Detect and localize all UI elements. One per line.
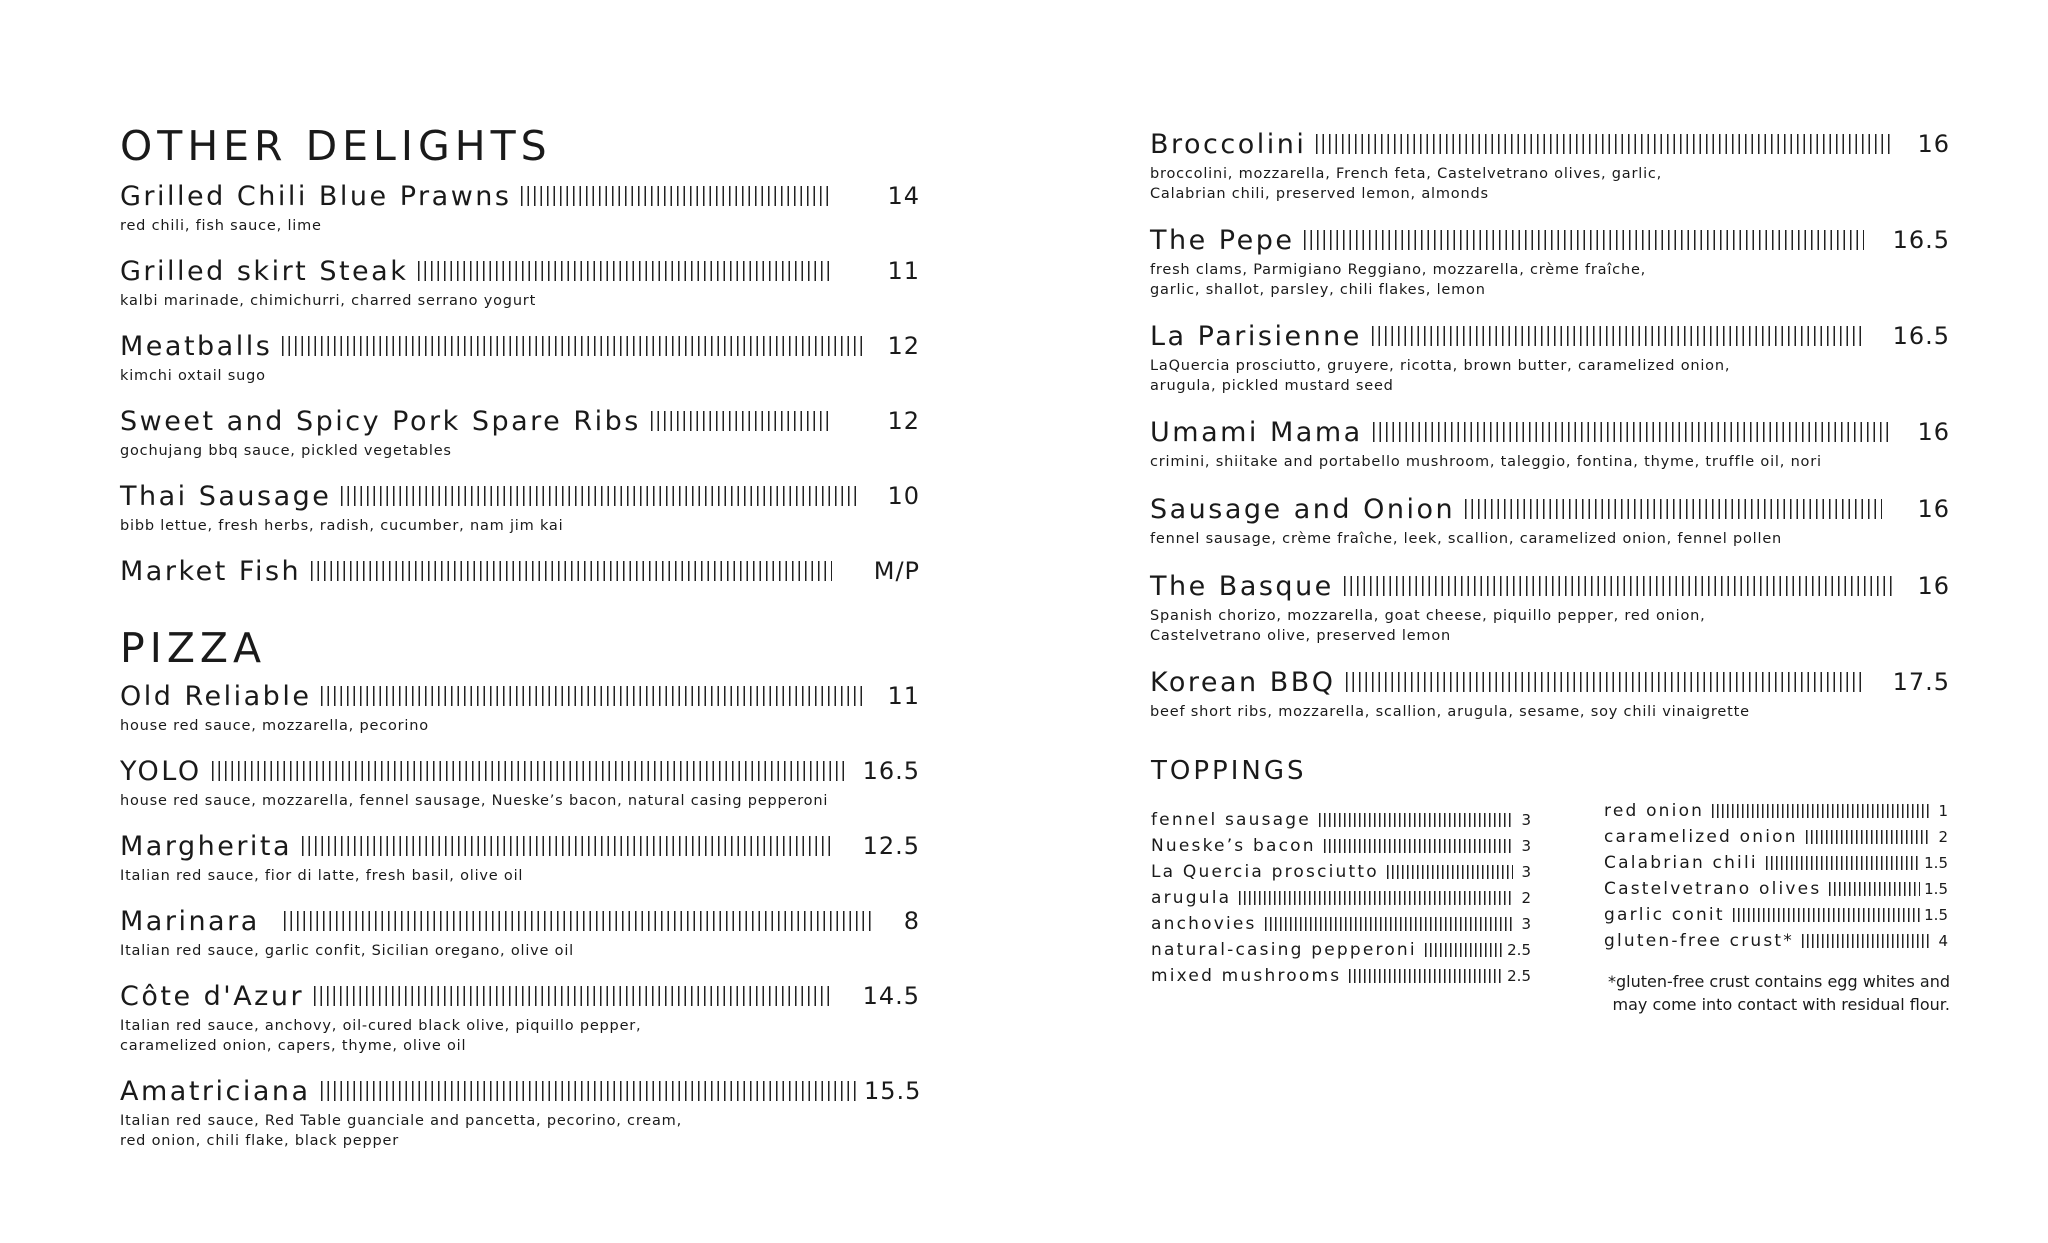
topping-name: mixed mushrooms: [1151, 966, 1342, 986]
topping-price: 3: [1521, 811, 1531, 829]
leader-dots: [1425, 943, 1503, 957]
item-name: La Parisienne: [1150, 320, 1362, 352]
leader-dots: [284, 911, 872, 931]
item-name: Thai Sausage: [120, 480, 332, 512]
menu-item-grilled-skirt-steak: [120, 252, 920, 311]
leader-dots: [311, 561, 832, 581]
leader-dots: [1346, 672, 1864, 692]
menu-item-yolo: [120, 752, 920, 811]
item-name: Umami Mama: [1150, 416, 1363, 448]
item-name: Grilled Chili Blue Prawns: [120, 180, 512, 212]
topping-calabrian-chili: [1604, 851, 1948, 875]
topping-castelvetrano-olives: [1604, 877, 1948, 901]
leader-dots: [1349, 969, 1503, 983]
item-price: 16.5: [1892, 322, 1950, 350]
leader-dots: [341, 486, 856, 506]
topping-arugula: [1151, 886, 1531, 910]
topping-gluten-free-crust: [1604, 929, 1948, 953]
topping-mixed-mushrooms: [1151, 964, 1531, 988]
leader-dots: [321, 1081, 858, 1101]
topping-name: fennel sausage: [1151, 810, 1311, 830]
item-description: red chili, fish sauce, lime: [120, 218, 322, 234]
item-price: 8: [903, 907, 920, 935]
leader-dots: [1465, 499, 1882, 519]
item-description: Italian red sauce, anchovy, oil-cured black olive, piquillo pepper, caramelized onion, capers, thyme, olive oil: [120, 1018, 642, 1054]
topping-price: 4: [1938, 932, 1948, 950]
topping-name: anchovies: [1151, 914, 1257, 934]
menu-item-margherita: [120, 827, 920, 886]
gluten-free-footnote: *gluten-free crust contains egg whites and may come into contact with residual flour.: [1608, 972, 1950, 1014]
item-name: Old Reliable: [120, 680, 312, 712]
item-description: fresh clams, Parmigiano Reggiano, mozzarella, crème fraîche, garlic, shallot, parsley, chili flakes, lemon: [1150, 262, 1647, 298]
topping-name: arugula: [1151, 888, 1232, 908]
leader-dots: [1239, 891, 1513, 905]
topping-price: 2.5: [1507, 967, 1531, 985]
item-price: 12.5: [862, 832, 920, 860]
leader-dots: [314, 986, 832, 1006]
topping-price: 1: [1938, 802, 1948, 820]
item-price: 11: [887, 257, 920, 285]
topping-name: Nueske’s bacon: [1151, 836, 1316, 856]
item-description: Italian red sauce, garlic confit, Sicilian oregano, olive oil: [120, 943, 575, 959]
item-description: Italian red sauce, Red Table guanciale and pancetta, pecorino, cream, red onion, chili flake, black pepper: [120, 1113, 683, 1149]
item-name: Côte d'Azur: [120, 980, 305, 1012]
leader-dots: [1829, 882, 1920, 896]
topping-price: 3: [1521, 837, 1531, 855]
topping-name: garlic conit: [1604, 905, 1725, 925]
item-price: 14.5: [862, 982, 920, 1010]
menu-item-the-pepe: [1150, 221, 1950, 300]
leader-dots: [212, 761, 844, 781]
topping-price: 1.5: [1924, 854, 1948, 872]
leader-dots: [1373, 422, 1892, 442]
menu-item-umami-mama: [1150, 413, 1950, 472]
leader-dots: [282, 336, 862, 356]
item-name: Sausage and Onion: [1150, 493, 1456, 525]
topping-price: 1.5: [1924, 906, 1948, 924]
topping-natural-casing-pepperoni: [1151, 938, 1531, 962]
item-description: Italian red sauce, fior di latte, fresh basil, olive oil: [120, 868, 524, 884]
topping-garlic-conit: [1604, 903, 1948, 927]
topping-price: 2: [1938, 828, 1948, 846]
item-name: The Pepe: [1150, 224, 1295, 256]
topping-price: 3: [1521, 915, 1531, 933]
leader-dots: [1387, 865, 1513, 879]
leader-dots: [521, 186, 832, 206]
topping-red-onion: [1604, 799, 1948, 823]
topping-name: La Quercia prosciutto: [1151, 862, 1379, 882]
item-description: gochujang bbq sauce, pickled vegetables: [120, 443, 452, 459]
leader-dots: [1344, 576, 1892, 596]
item-price: 16.5: [862, 757, 920, 785]
topping-name: Castelvetrano olives: [1604, 879, 1822, 899]
item-description: fennel sausage, crème fraîche, leek, scallion, caramelized onion, fennel pollen: [1150, 531, 1783, 547]
menu-item-sausage-and-onion: [1150, 490, 1950, 549]
item-description: Spanish chorizo, mozzarella, goat cheese, piquillo pepper, red onion, Castelvetrano olive, preserved lemon: [1150, 608, 1706, 644]
toppings-title: TOPPINGS: [1151, 756, 1307, 786]
item-name: Meatballs: [120, 330, 273, 362]
item-description: beef short ribs, mozzarella, scallion, arugula, sesame, soy chili vinaigrette: [1150, 704, 1750, 720]
item-price: 16: [1917, 130, 1950, 158]
topping-name: gluten-free crust*: [1604, 931, 1794, 951]
item-name: Broccolini: [1150, 128, 1307, 160]
item-price: M/P: [873, 557, 920, 585]
item-description: broccolini, mozzarella, French feta, Castelvetrano olives, garlic, Calabrian chili, preserved lemon, almonds: [1150, 166, 1663, 202]
topping-la-quercia-prosciutto: [1151, 860, 1531, 884]
menu-item-meatballs: [120, 327, 920, 386]
menu-item-broccolini: [1150, 125, 1950, 204]
leader-dots: [651, 411, 832, 431]
item-name: Amatriciana: [120, 1075, 311, 1107]
item-name: Korean BBQ: [1150, 666, 1336, 698]
item-name: Marinara: [120, 905, 260, 937]
leader-dots: [1766, 856, 1920, 870]
item-description: LaQuercia prosciutto, gruyere, ricotta, brown butter, caramelized onion, arugula, pickled mustard seed: [1150, 358, 1731, 394]
menu-item-marinara: [120, 902, 920, 961]
item-price: 11: [887, 682, 920, 710]
other-delights-title: OTHER DELIGHTS: [120, 122, 552, 170]
item-name: Market Fish: [120, 555, 302, 587]
leader-dots: [1802, 934, 1930, 948]
topping-nueskes-bacon: [1151, 834, 1531, 858]
item-description: kimchi oxtail sugo: [120, 368, 266, 384]
leader-dots: [321, 686, 862, 706]
topping-name: caramelized onion: [1604, 827, 1798, 847]
leader-dots: [1806, 830, 1930, 844]
item-price: 17.5: [1892, 668, 1950, 696]
item-price: 10: [887, 482, 920, 510]
topping-name: natural-casing pepperoni: [1151, 940, 1417, 960]
topping-name: red onion: [1604, 801, 1705, 821]
leader-dots: [1304, 230, 1864, 250]
menu-item-amatriciana: [120, 1072, 920, 1151]
leader-dots: [418, 261, 832, 281]
topping-price: 2.5: [1507, 941, 1531, 959]
item-name: Grilled skirt Steak: [120, 255, 409, 287]
item-name: Sweet and Spicy Pork Spare Ribs: [120, 405, 641, 437]
topping-price: 1.5: [1924, 880, 1948, 898]
leader-dots: [1316, 134, 1892, 154]
topping-fennel-sausage: [1151, 808, 1531, 832]
item-description: bibb lettue, fresh herbs, radish, cucumber, nam jim kai: [120, 518, 564, 534]
item-description: crimini, shiitake and portabello mushroom, taleggio, fontina, thyme, truffle oil, nori: [1150, 454, 1822, 470]
leader-dots: [1265, 917, 1513, 931]
item-name: YOLO: [120, 755, 202, 787]
leader-dots: [1324, 839, 1513, 853]
item-price: 12: [887, 407, 920, 435]
menu-item-the-basque: [1150, 567, 1950, 646]
menu-item-old-reliable: [120, 677, 920, 736]
leader-dots: [302, 836, 832, 856]
menu-item-market-fish: [120, 552, 920, 590]
menu-item-korean-bbq: [1150, 663, 1950, 722]
item-name: Margherita: [120, 830, 293, 862]
item-description: house red sauce, mozzarella, pecorino: [120, 718, 429, 734]
pizza-title: PIZZA: [120, 624, 267, 672]
leader-dots: [1319, 813, 1513, 827]
item-price: 12: [887, 332, 920, 360]
leader-dots: [1733, 908, 1920, 922]
item-price: 16: [1917, 572, 1950, 600]
item-description: house red sauce, mozzarella, fennel sausage, Nueske’s bacon, natural casing pepperoni: [120, 793, 829, 809]
item-price: 15.5: [864, 1077, 922, 1105]
menu-item-thai-sausage: [120, 477, 920, 536]
topping-price: 2: [1521, 889, 1531, 907]
item-price: 16: [1917, 418, 1950, 446]
item-price: 16: [1917, 495, 1950, 523]
topping-name: Calabrian chili: [1604, 853, 1758, 873]
item-price: 16.5: [1892, 226, 1950, 254]
menu-item-la-parisienne: [1150, 317, 1950, 396]
item-name: The Basque: [1150, 570, 1334, 602]
menu-item-sweet-spicy-pork-spare-ribs: [120, 402, 920, 461]
menu-item-grilled-chili-blue-prawns: [120, 177, 920, 236]
topping-price: 3: [1521, 863, 1531, 881]
topping-anchovies: [1151, 912, 1531, 936]
topping-caramelized-onion: [1604, 825, 1948, 849]
item-price: 14: [887, 182, 920, 210]
leader-dots: [1372, 326, 1864, 346]
menu-item-cote-d-azur: [120, 977, 920, 1056]
leader-dots: [1712, 804, 1930, 818]
item-description: kalbi marinade, chimichurri, charred serrano yogurt: [120, 293, 537, 309]
